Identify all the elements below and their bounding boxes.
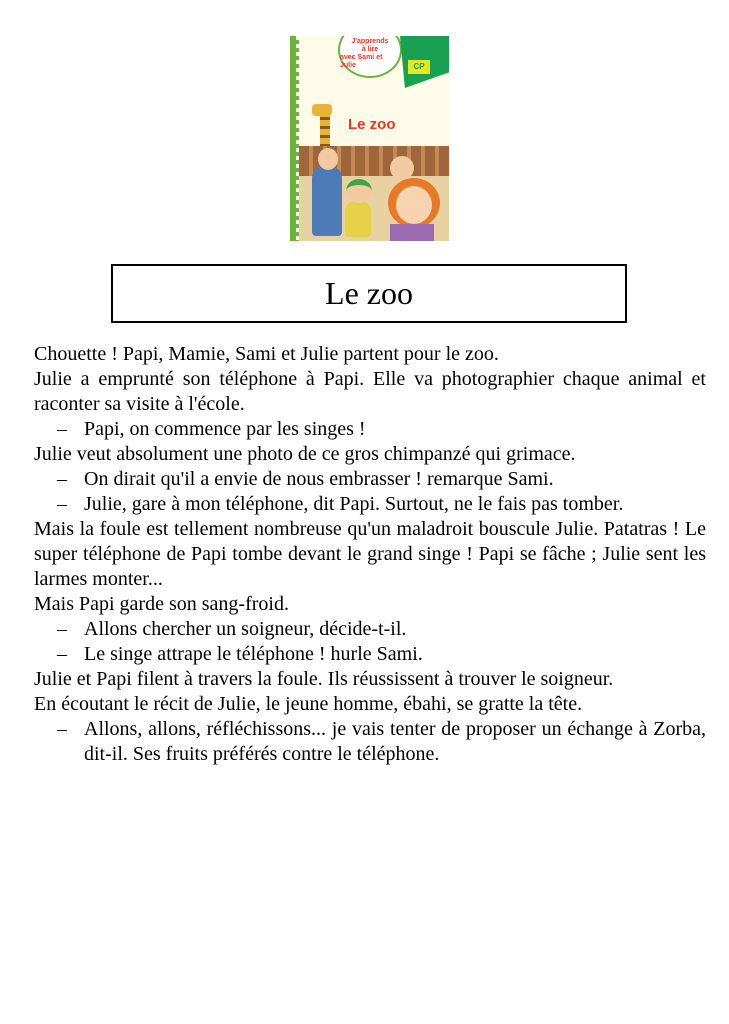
- narrative-paragraph: Mais Papi garde son sang-froid.: [34, 593, 289, 615]
- dialogue-text: Allons chercher un soigneur, décide-t-il.: [84, 618, 407, 640]
- giraffe-head-illustration: [312, 104, 332, 116]
- dialogue-dash: –: [57, 718, 67, 740]
- dialogue-dash: –: [57, 493, 67, 515]
- dialogue-text: Le singe attrape le téléphone ! hurle Sami.: [84, 643, 423, 665]
- dialogue-text: Julie, gare à mon téléphone, dit Papi. Surtout, ne le fais pas tomber.: [84, 493, 624, 515]
- sami-illustration: [345, 201, 371, 237]
- narrative-paragraph: Julie et Papi filent à travers la foule. Ils réussissent à trouver le soigneur.: [34, 668, 614, 690]
- dialogue-text: On dirait qu'il a envie de nous embrasser ! remarque Sami.: [84, 468, 554, 490]
- dialogue-line: [34, 617, 706, 642]
- narrative-paragraph: Mais la foule est tellement nombreuse qu'un maladroit bouscule Julie. Patatras ! Le super téléphone de Papi tombe devant le grand singe ! Papi se fâche ; Julie sent les larmes monter...: [34, 518, 706, 590]
- book-cover-image: [290, 36, 449, 241]
- level-badge: CP: [408, 60, 430, 74]
- dialogue-dash: –: [57, 468, 67, 490]
- dialogue-line: [34, 492, 706, 517]
- papi-illustration: [312, 166, 342, 236]
- cover-title: Le zoo: [348, 116, 396, 133]
- narrative-paragraph: Julie a emprunté son téléphone à Papi. Elle va photographier chaque animal et raconter sa visite à l'école.: [34, 368, 706, 415]
- narrative-paragraph: Julie veut absolument une photo de ce gros chimpanzé qui grimace.: [34, 443, 576, 465]
- dialogue-dash: –: [57, 643, 67, 665]
- dialogue-text: Allons, allons, réfléchissons... je vais tenter de proposer un échange à Zorba, dit-il. Ses fruits préférés contre le téléphone.: [84, 718, 706, 765]
- dialogue-line: [34, 467, 706, 492]
- title-box: [111, 264, 627, 323]
- page-title: Le zoo: [325, 275, 413, 311]
- series-logo-line: à lire: [361, 46, 379, 53]
- sami-head-illustration: [346, 179, 372, 203]
- dialogue-text: Papi, on commence par les singes !: [84, 418, 366, 440]
- series-logo-line: avec Sami et Julie: [340, 54, 383, 69]
- julie-face-illustration: [396, 186, 432, 224]
- narrative-paragraph: En écoutant le récit de Julie, le jeune homme, ébahi, se gratte la tête.: [34, 693, 583, 715]
- dialogue-line: [34, 417, 706, 442]
- julie-body-illustration: [390, 224, 434, 241]
- dialogue-dash: –: [57, 618, 67, 640]
- mamie-illustration: [390, 156, 414, 180]
- series-logo-line: J'apprends: [351, 38, 389, 45]
- narrative-paragraph: Chouette ! Papi, Mamie, Sami et Julie partent pour le zoo.: [34, 343, 499, 365]
- papi-head-illustration: [318, 148, 338, 170]
- dialogue-line: [34, 642, 706, 667]
- dialogue-dash: –: [57, 418, 67, 440]
- dialogue-line: [34, 717, 706, 767]
- story-text: [34, 342, 706, 767]
